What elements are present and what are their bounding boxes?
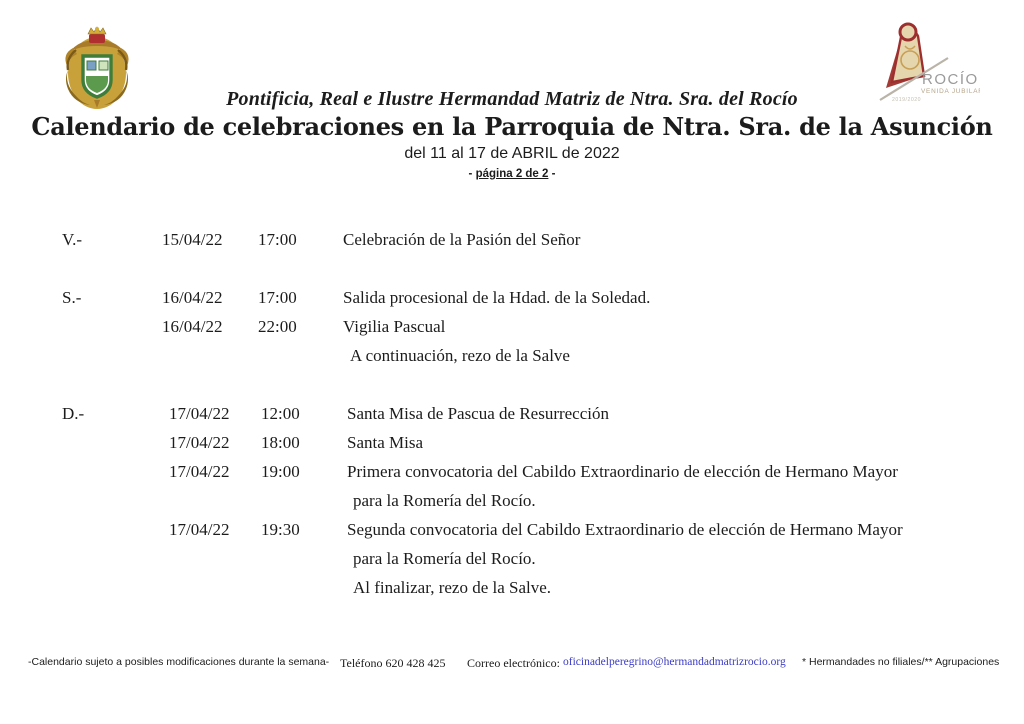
- date-cell: 17/04/22: [169, 404, 230, 423]
- page-title: Calendario de celebraciones en la Parroquia de Ntra. Sra. de la Asunción: [31, 112, 993, 141]
- date-cell: 15/04/22: [162, 230, 223, 249]
- email-link[interactable]: oficinadelperegrino@hermandadmatrizrocio.org: [563, 656, 786, 668]
- time-cell: 18:00: [261, 433, 300, 452]
- logo-year-text: 2019/2020: [892, 97, 922, 103]
- date-cell: 17/04/22: [169, 520, 230, 539]
- date-cell: 16/04/22: [162, 288, 223, 307]
- page-number-line: [0, 168, 1024, 180]
- schedule-row: [0, 314, 1024, 343]
- event-description: Primera convocatoria del Cabildo Extraordinario de elección de Hermano Mayor: [347, 462, 898, 481]
- event-description: para la Romería del Rocío.: [353, 491, 536, 510]
- schedule-row-saturday: [0, 285, 1024, 314]
- time-cell: 17:00: [258, 288, 297, 307]
- event-description: Al finalizar, rezo de la Salve.: [353, 578, 552, 597]
- schedule-row-friday: [0, 227, 1024, 256]
- time-cell: 19:30: [261, 520, 300, 539]
- celebrations-schedule: [0, 227, 1024, 604]
- time-cell: 12:00: [261, 404, 300, 423]
- email-label: Correo electrónico:: [467, 656, 560, 670]
- day-label: D.-: [62, 404, 85, 423]
- event-description: para la Romería del Rocío.: [353, 549, 536, 568]
- schedule-continuation-row: [0, 575, 1024, 604]
- footnote-legend: * Hermandades no filiales/** Agrupaciones: [802, 656, 1000, 668]
- day-label: S.-: [62, 288, 82, 307]
- phone-number: Teléfono 620 428 425: [340, 656, 446, 670]
- schedule-row: [0, 517, 1024, 546]
- time-cell: 22:00: [258, 317, 297, 336]
- day-label: V.-: [62, 230, 82, 249]
- date-range-subtitle: del 11 al 17 de ABRIL de 2022: [404, 145, 620, 162]
- time-cell: 19:00: [261, 462, 300, 481]
- date-cell: 17/04/22: [169, 462, 230, 481]
- schedule-continuation-row: [0, 488, 1024, 517]
- page-number-suffix: -: [548, 168, 556, 180]
- page-footer: [0, 654, 1024, 676]
- schedule-row-sunday: [0, 401, 1024, 430]
- logo-venida-text: VENIDA JUBILAR: [921, 88, 980, 95]
- organization-title: Pontificia, Real e Ilustre Hermandad Matriz de Ntra. Sra. del Rocío: [226, 88, 798, 110]
- page-number-label: página 2 de 2: [475, 168, 549, 180]
- schedule-row: [0, 459, 1024, 488]
- event-description: Santa Misa: [347, 433, 424, 452]
- page-number-prefix: -: [468, 168, 476, 180]
- time-cell: 17:00: [258, 230, 297, 249]
- schedule-row: [0, 430, 1024, 459]
- date-cell: 17/04/22: [169, 433, 230, 452]
- event-description: Vigilia Pascual: [343, 317, 446, 336]
- event-description: A continuación, rezo de la Salve: [350, 346, 570, 365]
- event-description: Segunda convocatoria del Cabildo Extraordinario de elección de Hermano Mayor: [347, 520, 903, 539]
- schedule-continuation-row: [0, 343, 1024, 372]
- date-cell: 16/04/22: [162, 317, 223, 336]
- event-description: Salida procesional de la Hdad. de la Soledad.: [343, 288, 651, 307]
- disclaimer-note: -Calendario sujeto a posibles modificaciones durante la semana-: [28, 656, 330, 668]
- event-description: Santa Misa de Pascua de Resurrección: [347, 404, 609, 423]
- event-description: Celebración de la Pasión del Señor: [343, 230, 581, 249]
- logo-rocio-text: ROCÍO: [922, 71, 979, 88]
- schedule-continuation-row: [0, 546, 1024, 575]
